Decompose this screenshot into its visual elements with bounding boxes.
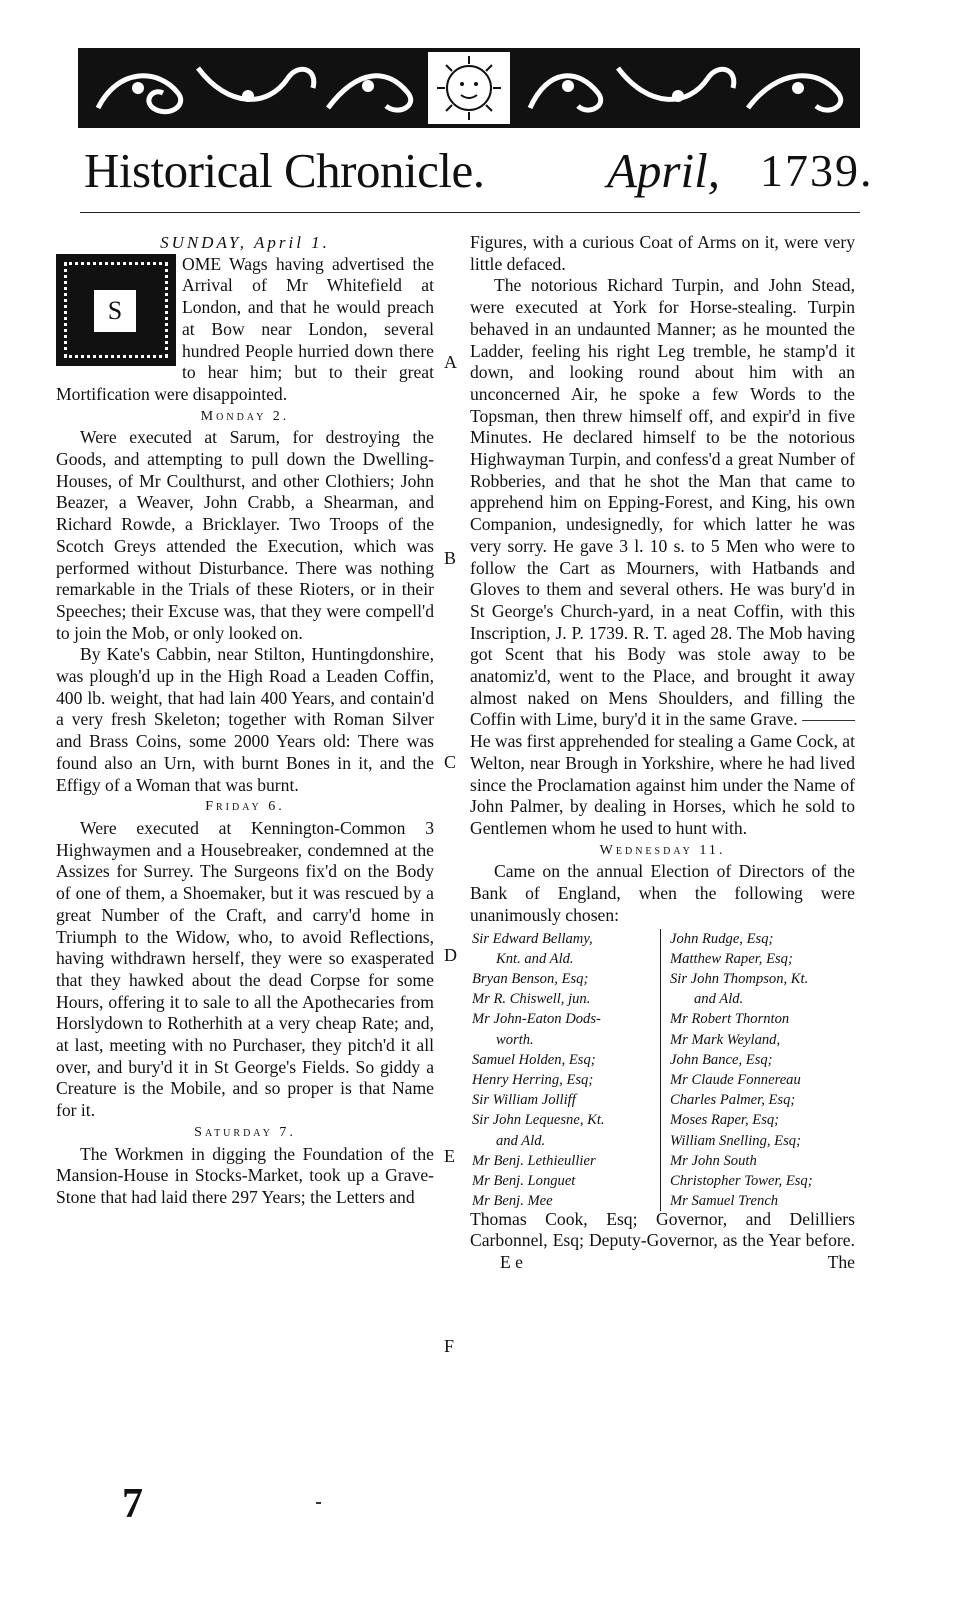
list-item: Christopher Tower, Esq; — [670, 1172, 813, 1189]
list-item: Mr John South — [670, 1152, 757, 1169]
paragraph-turpin: The notorious Richard Turpin, and John Stead, were executed at York for Horse-stealing. Turpin behaved in an undaunted Manner; as he mounted the Ladder, feeling his right Leg tremble, he stamp'd it down, and looking round about him with an unconcerned Air, he spoke a few Words to the Topsman, then threw himself off, and expir'd in five Minutes. He declared himself to be the notorious Highwayman Turpin, and confess'd a great Number of Robberies, and that he shot the Man that came to apprehend him on Epping-Forest, and King, his own Companion, undesignedly, for which latter he was very sorry. He gave 3 l. 10 s. to 5 Men who were to follow the Cart as Mourners, with Hatbands and Gloves to them and several others. He was bury'd in St George's Church-yard, in a neat Coffin, with this Inscription, J. P. 1739. R. T. aged 28. The Mob having got Scent that his Body was stole away to be anatomiz'd, went to the Place, and brought it away almost naked on Mens Shoulders, and filling the Coffin with Lime, bury'd it in the same Grave. ——— He was first apprehended for stealing a Game Cock, at Welton, near Brough in Yorkshire, where he had lived since the Proclamation against him under the Name of John Palmer, by dealing in Horses, which he sold to Gentlemen whom he used to hunt with. — [470, 275, 855, 838]
title-month: April, — [607, 143, 720, 198]
list-item: worth. — [496, 1031, 534, 1048]
list-item: Mr R. Chiswell, jun. — [472, 991, 591, 1008]
wednesday-heading: Wednesday 11. — [599, 842, 726, 858]
list-item: Bryan Benson, Esq; — [472, 970, 589, 987]
paragraph-bank-election: Came on the annual Election of Directors of the Bank of England, when the following were unanimously chosen: — [470, 861, 855, 925]
directors-right-column — [670, 929, 855, 1212]
monday-heading: Monday 2. — [200, 408, 290, 424]
directors-list — [470, 929, 855, 1209]
paragraph-coat-of-arms: Figures, with a curious Coat of Arms on it, were very little defaced. — [470, 232, 855, 274]
margin-letter-d: D — [444, 945, 457, 965]
list-item: Henry Herring, Esq; — [472, 1071, 594, 1088]
paragraph-sarum: Were executed at Sarum, for destroying the Goods, and attempting to pull down the Dwelling-Houses, of Mr Coulthurst, and other Clothiers; John Beazer, a Weaver, John Crabb, a Shearman, and Richard Rowde, a Bricklayer. Two Troops of the Scotch Greys attended the Execution, which was performed without Disturbance. There was nothing remarkable in the Trials of these Rioters, or in their Speeches; their Excuse was, that they were compell'd to join the Mob, or only looked on. — [56, 427, 434, 643]
drop-cap-ornament — [56, 254, 176, 366]
margin-letter-e: E — [444, 1146, 455, 1166]
paragraph-mansion-house: The Workmen in digging the Foundation of the Mansion-House in Stocks-Market, took up a Grave-Stone that had laid there 297 Years; the Letters and — [56, 1143, 434, 1207]
list-item: William Snelling, Esq; — [670, 1132, 801, 1149]
list-item: Knt. and Ald. — [496, 950, 574, 967]
title-year: 1739. — [760, 145, 874, 196]
catchword: The — [827, 1251, 855, 1272]
list-item: Sir John Thompson, Kt. — [670, 970, 809, 987]
governor-text: Thomas Cook, Esq; Governor, and Delilliers Carbonnel, Esq; Deputy-Governor, as the Year before. — [470, 1208, 855, 1251]
signature-mark: E e — [500, 1251, 523, 1272]
list-item: Mr Mark Weyland, — [670, 1031, 781, 1048]
paragraph-governor — [470, 1209, 855, 1274]
friday-heading: Friday 6. — [205, 799, 285, 815]
list-item: John Rudge, Esq; — [670, 930, 774, 947]
list-item: Samuel Holden, Esq; — [472, 1051, 596, 1068]
list-item: Mr John-Eaton Dods- — [472, 1011, 601, 1028]
page-signature: 7 — [122, 1481, 143, 1527]
page-title: Historical Chronicle. — [84, 143, 485, 198]
stray-mark — [316, 1502, 321, 1504]
paragraph-kennington: Were executed at Kennington-Common 3 Highwaymen and a Housebreaker, condemned at the Assizes for Surrey. The Surgeons fix'd on the Body of one of them, a Shoemaker, but it was rescued by a great Number of the Craft, and carry'd home in Triumph to the Widow, who, to avoid Reflections, having withdrawn herself, they were so exasperated that they hawked about the dead Corpse for some Hours, offering it to sale to all the Apothecaries from Horslydown to Rotherhith at a very cheap Rate; and, at last, meeting with no Purchaser, they pitch'd it all over, and bury'd it in St George's Fields. So giddy a Creature is the Mobile, and so proper is that Name for it. — [56, 817, 434, 1121]
list-item: Mr Robert Thornton — [670, 1011, 790, 1028]
list-item: John Bance, Esq; — [670, 1051, 773, 1068]
list-item: Mr Claude Fonnereau — [670, 1071, 801, 1088]
list-item: Mr Benj. Lethieullier — [472, 1152, 596, 1169]
list-item: Sir William Jolliff — [472, 1092, 576, 1109]
list-item: Sir John Lequesne, Kt. — [472, 1112, 605, 1129]
list-item: Charles Palmer, Esq; — [670, 1092, 796, 1109]
masthead — [80, 132, 874, 213]
list-item: Sir Edward Bellamy, — [472, 930, 593, 947]
left-column — [56, 232, 434, 1209]
margin-letter-a: A — [444, 352, 457, 372]
margin-letter-b: B — [444, 548, 457, 568]
paragraph-wags: OME Wags having advertised the Arrival of Mr Whitefield at London, and that he would preach at Bow near London, several hundred People hurried down there to hear him; but to their great Mortification were disappointed. — [56, 253, 434, 404]
list-item: and Ald. — [694, 991, 744, 1008]
margin-letter-f: F — [444, 1336, 455, 1356]
margin-letter-c: C — [444, 752, 457, 772]
list-item: Mr Benj. Longuet — [472, 1172, 576, 1189]
sunday-heading: SUNDAY, April 1. — [160, 233, 330, 252]
ornamental-banner — [78, 48, 860, 128]
paragraph-kates-cabbin: By Kate's Cabbin, near Stilton, Huntingdonshire, was plough'd up in the High Road a Leaden Coffin, 400 lb. weight, that had lain 400 Years, and contain'd a very fresh Skeleton; together with Roman Silver and Brass Coins, some 2000 Years old: There was found also an Urn, with burnt Bones in it, and the Effigy of a Woman that was burnt. — [56, 644, 434, 795]
list-item: Mr Benj. Mee — [472, 1193, 553, 1210]
saturday-heading: Saturday 7. — [194, 1124, 296, 1140]
list-item: and Ald. — [496, 1132, 546, 1149]
drop-cap-letter: S — [92, 288, 138, 334]
list-item: Matthew Raper, Esq; — [670, 950, 793, 967]
list-divider — [660, 929, 661, 1211]
list-item: Moses Raper, Esq; — [670, 1112, 780, 1129]
right-column — [470, 232, 855, 1274]
list-item: Mr Samuel Trench — [670, 1193, 779, 1210]
directors-left-column — [472, 929, 657, 1212]
